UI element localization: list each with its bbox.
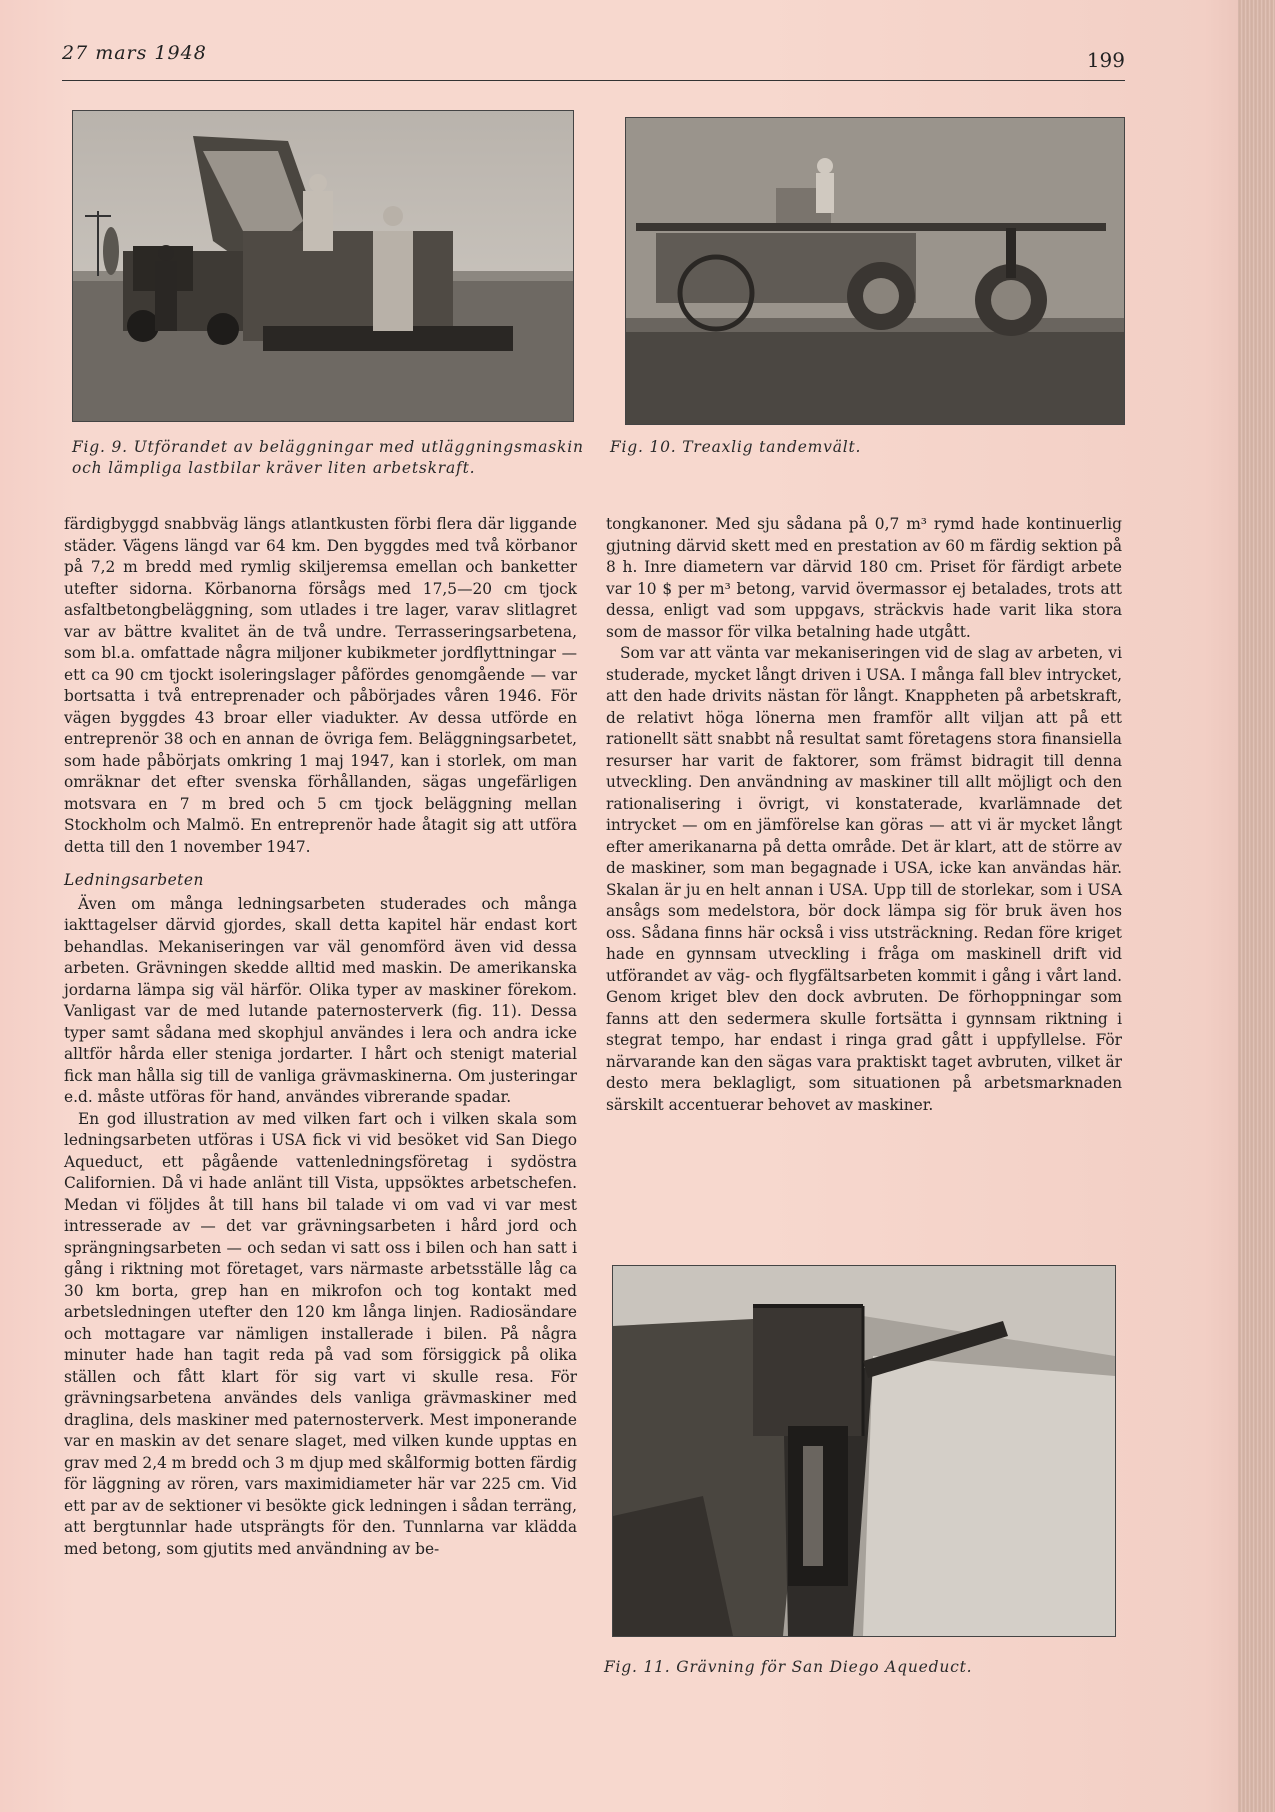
right-paragraph-1: tongkanoner. Med sju sådana på 0,7 m³ rymd hade kontinuerlig gjutning därvid skett med en prestation av 60 m färdig sektion på 8 h. Inre diametern var därvid 180 cm. Priset för färdigt arbete var 10 $ per m³ betong, varvid övermassor ej betalades, trots att dessa, enligt vad som uppgavs, sträckvis hade varit lika stora som de massor för vilka betalning hade utgått. bbox=[606, 515, 1122, 641]
figure-10-caption bbox=[610, 437, 1060, 458]
right-paragraph-2: Som var att vänta var mekaniseringen vid de slag av arbeten, vi studerade, mycket långt driven i USA. I många fall blev intrycket, att den hade drivits nästan för långt. Knappheten på arbetskraft, de relativt höga lönerna men framför allt viljan att på ett rationellt sätt snabbt nå resultat samt företagens stora finansiella resurser har varit de faktorer, som främst bidragit till denna utveckling. Den användning av maskiner till allt möjligt och den rationalisering i övrigt, vi konstaterade, kvarlämnade det intrycket — om en jämförelse kan göras — att vi är mycket långt efter amerikanarna på detta område. Det är klart, att de större av de maskiner, som man begagnade i USA, icke kan användas här. Skalan är ju en helt annan i USA. Upp till de storlekar, som i USA ansågs som medelstora, bör dock lämpa sig för bruk även hos oss. Sådana finns här också i viss utsträckning. Redan före kriget hade en gynnsam utveckling i fråga om maskinell drift vid utförandet av väg- och flygfältsarbeten kommit i gång i vårt land. Genom kriget blev den dock avbruten. De förhoppningar som fanns att den sedermera skulle fortsätta i gynnsam riktning i stegrat tempo, har endast i ringa grad gått i uppfyllelse. För närvarande kan den sägas vara praktiskt taget avbruten, vilket är desto mera beklagligt, som situationen på arbetsmarknaden särskilt accentuerar behovet av maskiner. bbox=[606, 644, 1122, 1114]
figure-11-photo bbox=[612, 1265, 1116, 1637]
tandem-roller-photo bbox=[626, 118, 1124, 424]
figure-11-caption bbox=[604, 1657, 1124, 1678]
right-text-column bbox=[606, 514, 1122, 1116]
asphalt-paver-truck-photo bbox=[73, 111, 573, 421]
trench-excavator-photo bbox=[613, 1266, 1115, 1636]
figure-10-caption-text: Fig. 10. Treaxlig tandemvält. bbox=[610, 438, 862, 456]
page-header bbox=[62, 40, 1125, 81]
figure-9-caption-line1: Fig. 9. Utförandet av beläggningar med utläggningsmaskin bbox=[72, 438, 584, 456]
left-paragraph-1: färdigbyggd snabbväg längs atlantkusten förbi flera där liggande städer. Vägens längd var 64 km. Den byggdes med två körbanor på 7,2 m bredd med rymlig skiljeremsa emellan och banketter utefter sidorna. Körbanorna försågs med 17,5—20 cm tjock asfaltbetongbeläggning, som utlades i tre lager, varav slitlagret var av bättre kvalitet än de två undre. Terrasseringsarbetena, som bl.a. omfattade några miljoner kubikmeter jordflyttningar — ett ca 90 cm tjockt isoleringslager påfördes genomgående — var bortsatta i två entreprenader och påbörjades våren 1946. För vägen byggdes 43 broar eller viadukter. Av dessa utförde en entreprenör 38 och en annan de övriga fem. Beläggningsarbetet, som hade påbörjats omkring 1 maj 1947, kan i storlek, om man omräknar det efter svenska förhållanden, sägas ungefärligen motsvara en 7 m bred och 5 cm tjock beläggning mellan Stockholm och Malmö. En entreprenör hade åtagit sig att utföra detta till den 1 november 1947. bbox=[64, 515, 577, 856]
book-spine-edge bbox=[1238, 0, 1275, 1812]
figure-9-caption bbox=[72, 437, 592, 479]
figure-10-photo bbox=[625, 117, 1125, 425]
section-heading-ledningsarbeten: Ledningsarbeten bbox=[64, 871, 204, 889]
left-paragraph-3: En god illustration av med vilken fart och i vilken skala som ledningsarbeten utföras i USA fick vi vid besöket vid San Diego Aqueduct, ett pågående vattenledningsföretag i sydöstra Californien. Då vi hade anlänt till Vista, uppsöktes arbetschefen. Medan vi följdes åt till hans bil talade vi om vad vi var mest intresserade av — det var grävningsarbeten i hård jord och sprängningsarbeten — och sedan vi satt oss i bilen och han satt i gång i riktning mot företaget, vars närmaste arbetsställe låg ca 30 km borta, grep han en mikrofon och tog kontakt med arbetsledningen utefter den 120 km långa linjen. Radiosändare och mottagare var nämligen installerade i bilen. På några minuter hade han tagit reda på vad som försiggick på olika ställen och fått klart för sig vart vi skulle resa. För grävningsarbetena användes dels vanliga grävmaskiner med draglina, dels maskiner med paternosterverk. Mest imponerande var en maskin av det senare slaget, med vilken kunde upptas en grav med 2,4 m bredd och 3 m djup med skålformig botten färdig för läggning av rören, vars maximidiameter här var 225 cm. Vid ett par av de sektioner vi besökte gick ledningen i sådan terräng, att bergtunnlar hade utsprängts för den. Tunnlarna var klädda med betong, som gjutits med användning av be- bbox=[64, 1109, 577, 1558]
left-text-column bbox=[64, 514, 577, 1560]
figure-11-caption-text: Fig. 11. Grävning för San Diego Aqueduct. bbox=[604, 1658, 973, 1676]
page-number: 199 bbox=[1086, 48, 1125, 72]
left-paragraph-2: Även om många ledningsarbeten studerades och många iakttagelser därvid gjordes, skall detta kapitel här endast kort behandlas. Mekaniseringen var väl genomförd även vid dessa arbeten. Grävningen skedde alltid med maskin. De amerikanska jordarna lämpa sig väl härför. Olika typer av maskiner förekom. Vanligast var de med lutande paternosterverk (fig. 11). Dessa typer samt sådana med skophjul användes i lera och andra icke alltför hårda eller steniga jordarter. I hårt och stenigt material fick man hålla sig till de vanliga grävmaskinerna. Om justeringar e.d. måste utföras för hand, användes vibrerande spadar. bbox=[64, 894, 577, 1106]
issue-date: 27 mars 1948 bbox=[62, 42, 207, 64]
figure-9-photo bbox=[72, 110, 574, 422]
figure-9-caption-line2: och lämpliga lastbilar kräver liten arbetskraft. bbox=[72, 459, 476, 477]
